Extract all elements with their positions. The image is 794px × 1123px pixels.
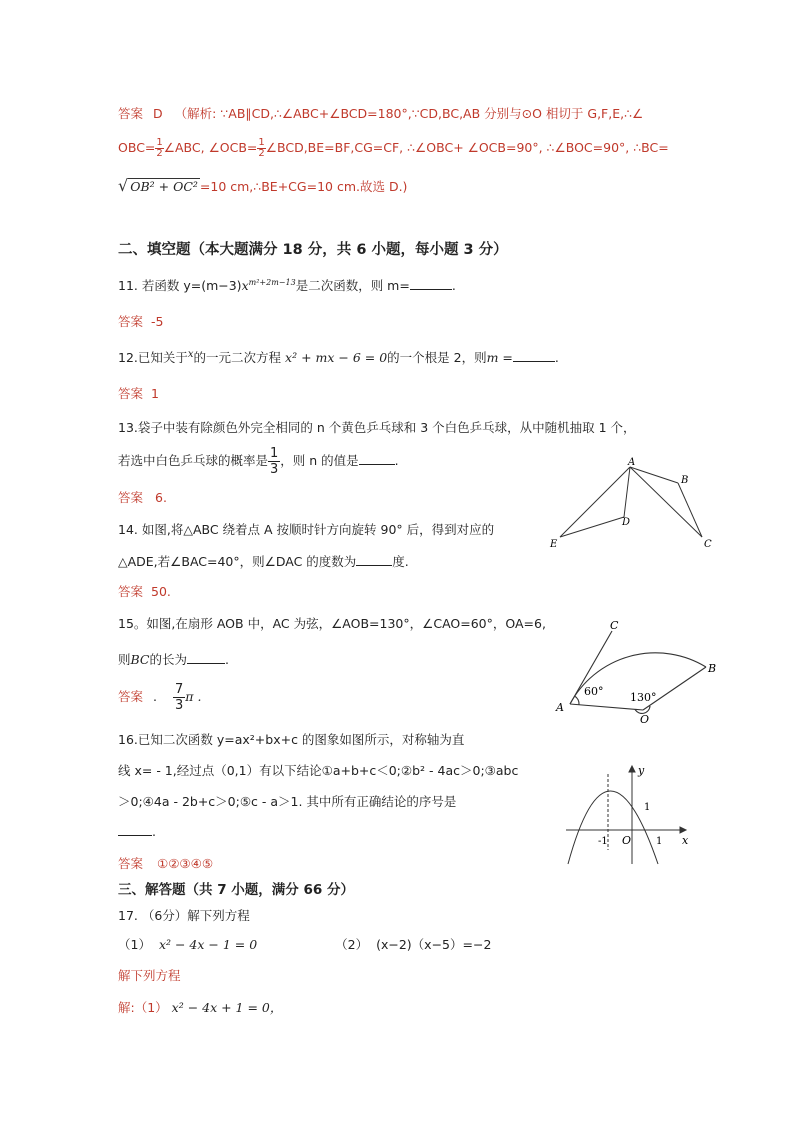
q12-prefix: 12.已知关于: [118, 350, 188, 365]
q15-end: .: [225, 652, 229, 667]
q15-answer-fraction: $\frac{7}{3}$: [174, 682, 184, 713]
q10-answer-value: D: [153, 106, 163, 121]
q14-label-d: D: [622, 517, 631, 528]
q17-parts: [118, 935, 491, 953]
q11-exponent: m²+2m−13: [248, 277, 296, 287]
q11-prefix: 11. 若函数 y=(m−3): [118, 278, 242, 293]
q12-m-eq: m =: [486, 350, 513, 365]
q10-answer-label: 答案: [118, 106, 144, 121]
q10-fraction-half-2: $\frac{1}{2}$: [258, 137, 265, 159]
section2-heading: 二、填空题（本大题满分 18 分，共 6 小题，每小题 3 分）: [118, 242, 508, 258]
q14-answer-blank: [356, 555, 392, 566]
q17-solution-equation: x² − 4x + 1 = 0，: [171, 1000, 283, 1015]
q14-label-c: C: [704, 539, 712, 550]
q14-triangle-figure: [548, 455, 728, 555]
q16-question-line4: [118, 824, 156, 839]
q14-answer-value: 50.: [151, 584, 171, 599]
q17-solution-label: 解:（1）: [118, 1000, 168, 1015]
q17-subtitle: 解下列方程: [118, 968, 181, 983]
q11-answer-label: 答案: [118, 314, 144, 329]
q16-label-y: y: [638, 764, 645, 777]
q16-label-one-y: 1: [644, 802, 651, 813]
q15-sector-figure: [548, 615, 723, 730]
q12-var: x: [187, 348, 194, 360]
q15-label-b: B: [708, 662, 717, 675]
q16-label-x: x: [682, 834, 689, 847]
q16-end: .: [152, 824, 156, 839]
q10-sqrt-expression: OB² + OC²: [130, 179, 198, 194]
q15-angle-60: 60°: [584, 685, 604, 698]
q17-part2-label: （2）: [335, 937, 369, 952]
q14-prefix: △ADE,若∠BAC=40°，则∠DAC 的度数为: [118, 554, 357, 569]
q12-answer-blank: [513, 351, 555, 362]
q13-prefix: 若选中白色乒乓球的概率是: [118, 453, 269, 468]
q10-answer-line2: [118, 138, 669, 159]
q16-label-origin: O: [622, 834, 632, 847]
q11-answer-value: -5: [151, 314, 164, 329]
q10-line2-c: ∠BCD,BE=BF,CG=CF, ∴∠OBC+ ∠OCB=90°, ∴∠BOC=90°, ∴BC=: [265, 140, 669, 155]
q12-answer-label: 答案: [118, 386, 144, 401]
q10-answer-line3: [118, 176, 407, 195]
q10-line2-a: OBC=: [118, 140, 156, 155]
sqrt-symbol: √: [118, 176, 129, 195]
q16-question-line2: 线 x= - 1,经过点（0,1）有以下结论①a+b+c＜0;②b² - 4ac＞0;③abc: [118, 763, 519, 778]
q11-answer-blank: [410, 279, 452, 290]
q16-label-neg-one: -1: [598, 836, 608, 847]
q11-answer: [118, 312, 163, 330]
q12-middle: 的一元二次方程: [193, 350, 282, 365]
q11-base: x: [241, 278, 249, 293]
q14-answer-label: 答案: [118, 584, 144, 599]
q11-suffix: 是二次函数，则 m=: [295, 278, 410, 293]
q10-line3-rest: =10 cm,∴BE+CG=10 cm.故选 D.): [199, 179, 408, 194]
q14-question-line2: [118, 552, 409, 570]
q14-label-b: B: [681, 475, 689, 486]
q15-label-o: O: [640, 713, 650, 726]
q15-answer-blank: [187, 653, 225, 664]
q16-parabola-figure: [560, 760, 695, 868]
q15-question-line1: 15。如图,在扇形 AOB 中，AC 为弦，∠AOB=130°，∠CAO=60°，OA=6,: [118, 616, 546, 631]
section3-heading: 三、解答题（共 7 小题，满分 66 分）: [118, 882, 354, 898]
q15-arc-bc: BC: [130, 652, 150, 667]
q15-prefix: 则: [118, 652, 131, 667]
q14-label-e: E: [550, 539, 558, 550]
q17-part1-label: （1）: [118, 937, 151, 952]
q13-answer-blank: [359, 454, 395, 465]
q12-equation: x² + mx − 6 = 0: [285, 350, 388, 365]
q10-line2-b: ∠ABC, ∠OCB=: [163, 140, 258, 155]
q16-question-line1: 16.已知二次函数 y=ax²+bx+c 的图象如图所示，对称轴为直: [118, 732, 465, 747]
q17-solution: [118, 998, 282, 1016]
q15-answer-pi: π .: [185, 689, 202, 704]
q10-explanation-line1: （解析: ∵AB∥CD,∴∠ABC+∠BCD=180°,∵CD,BC,AB 分别与⊙O 相切于 G,F,E,∴∠: [174, 106, 644, 121]
q15-answer: [118, 682, 201, 713]
q12-suffix: 的一个根是 2，则: [387, 350, 487, 365]
q12-end: .: [554, 350, 559, 365]
q14-answer: [118, 582, 171, 600]
q16-question-line3: ＞0;④4a - 2b+c＞0;⑤c - a＞1. 其中所有正确结论的序号是: [118, 794, 457, 809]
q13-answer-value: 6.: [155, 490, 167, 505]
q14-label-a: A: [628, 457, 636, 468]
q13-answer-label: 答案: [118, 490, 144, 505]
q15-label-c: C: [610, 619, 619, 632]
q15-suffix: 的长为: [149, 652, 188, 667]
q15-angle-130: 130°: [630, 691, 657, 704]
q17-title: 17. （6分）解下列方程: [118, 908, 250, 923]
q12-answer-value: 1: [151, 386, 159, 401]
q11-question: [118, 276, 456, 294]
q15-answer-dot: .: [153, 689, 157, 704]
q16-label-one-x: 1: [656, 836, 663, 847]
q15-label-a: A: [556, 701, 564, 714]
q13-question-line2: [118, 446, 399, 477]
q15-answer-label: 答案: [118, 689, 144, 704]
q13-answer: [118, 488, 167, 506]
q11-end: .: [451, 278, 456, 293]
q12-answer: [118, 384, 159, 402]
q13-end: .: [394, 453, 399, 468]
q13-suffix: ，则 n 的值是: [280, 453, 359, 468]
q16-answer-blank: [118, 825, 152, 836]
q16-answer-value: ①②③④⑤: [157, 856, 214, 871]
q13-question-line1: 13.袋子中装有除颜色外完全相同的 n 个黄色乒乓球和 3 个白色乒乓球，从中随机抽取 1 个，: [118, 420, 636, 435]
q14-question-line1: 14. 如图,将△ABC 绕着点 A 按顺时针方向旋转 90° 后，得到对应的: [118, 522, 495, 537]
q17-part2-equation: (x−2)（x−5）=−2: [376, 937, 492, 952]
q17-part1-equation: x² − 4x − 1 = 0: [158, 937, 258, 952]
q13-fraction: $\frac{1}{3}$: [270, 446, 279, 477]
q16-answer: [118, 854, 213, 872]
q10-answer-line1: [118, 104, 643, 122]
q10-fraction-half-1: $\frac{1}{2}$: [156, 137, 163, 159]
q16-answer-label: 答案: [118, 856, 144, 871]
q14-suffix: 度.: [392, 554, 409, 569]
q12-question: [118, 348, 559, 366]
q15-question-line2: [118, 650, 229, 668]
